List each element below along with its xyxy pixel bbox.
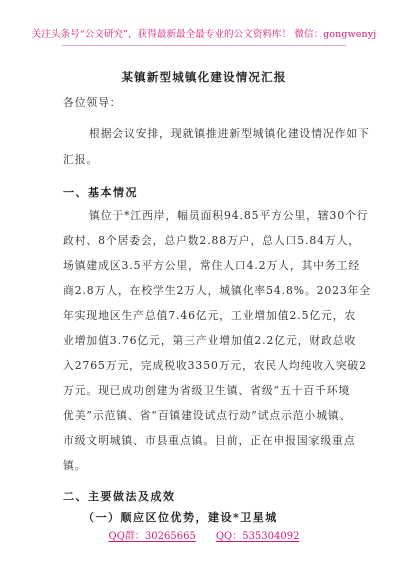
intro-line: 汇报。 [63,153,99,166]
header-divider [62,45,346,46]
paragraph-line: 业增加值3.76亿元，第三产业增加值2.2亿元，财政总收 [63,334,357,347]
qq-group-link[interactable]: QQ群：30265665 [108,531,196,542]
paragraph-line: 万元。现已成功创建为省级卫生镇、省级“五十百千环境 [63,384,351,397]
qq-contact-link[interactable]: QQ：535304092 [215,531,300,542]
header-banner: 关注头条号“公文研究”，获得最新最全最专业的公文资料库！ 微信：gongwenyj [31,29,377,40]
paragraph-line: 镇位于*江西岸，幅员面积94.85平方公里，辖30个行 [89,209,369,222]
paragraph-line: 政村、8个居委会，总户数2.88万户，总人口5.84万人， [63,234,360,247]
paragraph-line: 年实现地区生产总值7.46亿元，工业增加值2.5亿元，农 [63,309,357,322]
footer-contact [0,527,408,542]
section-heading-practices: 二、主要做法及成效 [63,490,176,503]
paragraph-line: 优美”示范镇、省“百镇建设试点行动”试点示范小城镇、 [63,409,352,422]
paragraph-line: 市级文明城镇、市县重点镇。目前，正在申报国家级重点 [63,434,356,447]
document-title: 某镇新型城镇化建设情况汇报 [121,70,287,84]
paragraph-line: 场镇建成区3.5平方公里，常住人口4.2万人，其中务工经 [63,259,361,272]
paragraph-line: 入2765万元，完成税收3350万元，农民人均纯收入突破2 [63,359,367,372]
paragraph-line: 商2.8万人，在校学生2万人，城镇化率54.8%。2023年全 [63,284,372,297]
paragraph-line: 镇。 [63,459,87,472]
section-heading-basic: 一、基本情况 [63,186,138,199]
salutation: 各位领导： [63,96,122,109]
subsection-heading: （一）顺应区位优势，建设*卫星城 [83,511,278,524]
intro-line: 根据会议安排，现就镇推进新型城镇化建设情况作如下 [89,127,370,140]
